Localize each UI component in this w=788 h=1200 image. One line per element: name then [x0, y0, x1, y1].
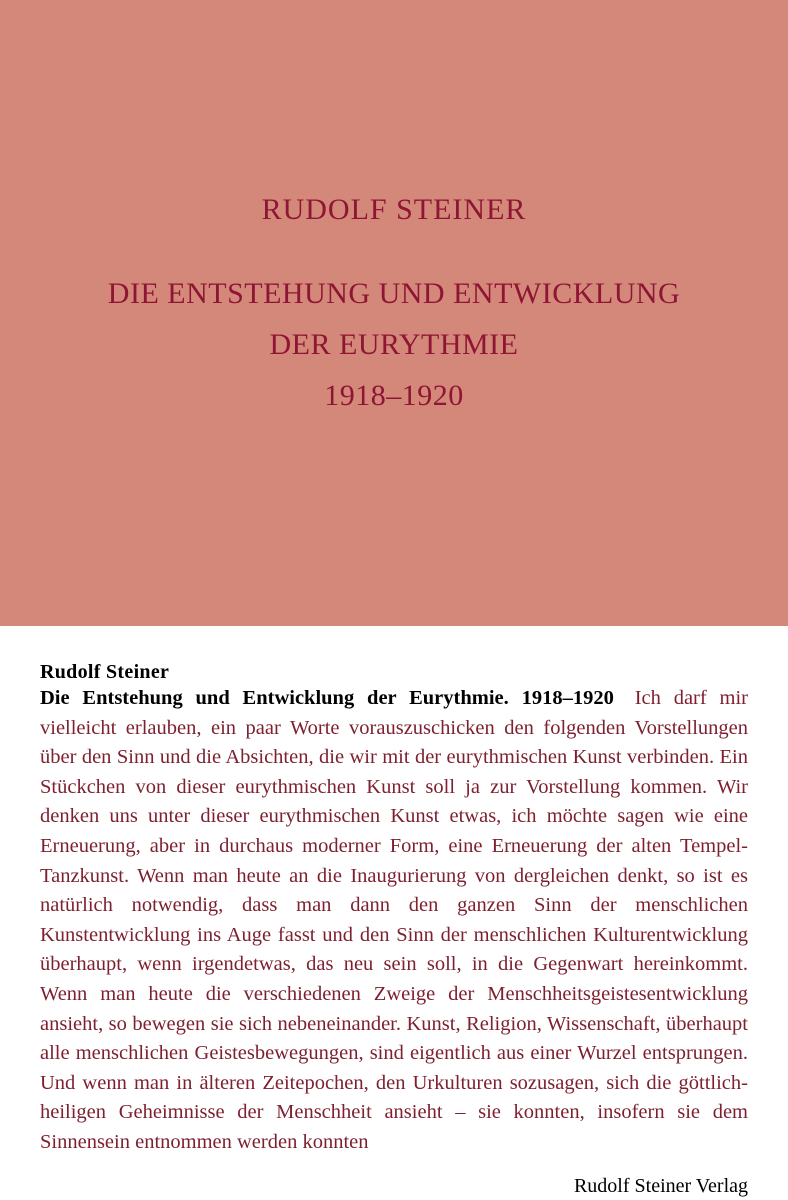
- front-title-line: DIE ENTSTEHUNG UND ENTWICKLUNG: [107, 277, 681, 310]
- back-blurb-area: [0, 626, 788, 1200]
- front-title-line: 1918–1920: [324, 379, 464, 412]
- publisher-name: Rudolf Steiner Verlag: [573, 1175, 748, 1197]
- front-author: RUDOLF STEINER: [261, 193, 527, 226]
- front-title: [0, 268, 788, 421]
- blurb-text: [40, 684, 748, 1158]
- front-title-line: DER EURYTHMIE: [269, 328, 519, 361]
- blurb-author: Rudolf Steiner: [40, 661, 170, 683]
- blurb-title: Die Entstehung und Entwicklung der Eurythmie. 1918–1920: [40, 687, 614, 709]
- blurb-excerpt: Ich darf mir vielleicht erlauben, ein paar Worte vorauszuschicken den folgenden Vorstellungen über den Sinn und die Absichten, die wir mit der eurythmischen Kunst verbinden. Ein Stückchen von dieser eurythmischen Kunst soll ja zur Vorstellung kommen. Wir denken uns unter dieser eurythmischen Kunst etwas, ich möchte sagen wie eine Erneuerung, aber in durchaus moderner Form, eine Erneuerung der alten Tempel-Tanzkunst. Wenn man heute an die Inaugurierung von dergleichen denkt, so ist es natürlich notwendig, dass man dann den ganzen Sinn der menschlichen Kunstentwicklung ins Auge fasst und den Sinn der menschlichen Kulturentwicklung überhaupt, wenn irgendetwas, das neu sein soll, in die Gegenwart hereinkommt. Wenn man heute die verschiedenen Zweige der Menschheitsgeistesentwicklung ansieht, so bewegen sie sich nebeneinander. Kunst, Religion, Wissenschaft, überhaupt alle menschlichen Geistesbewegungen, sind eigentlich aus einer Wurzel entsprungen. Und wenn man in älteren Zeitepochen, den Urkulturen sozusagen, sich die göttlich-heiligen Geheimnisse der Menschheit ansieht – sie konnten, insofern sie dem Sinnensein entnommen werden konnten: [40, 687, 748, 1153]
